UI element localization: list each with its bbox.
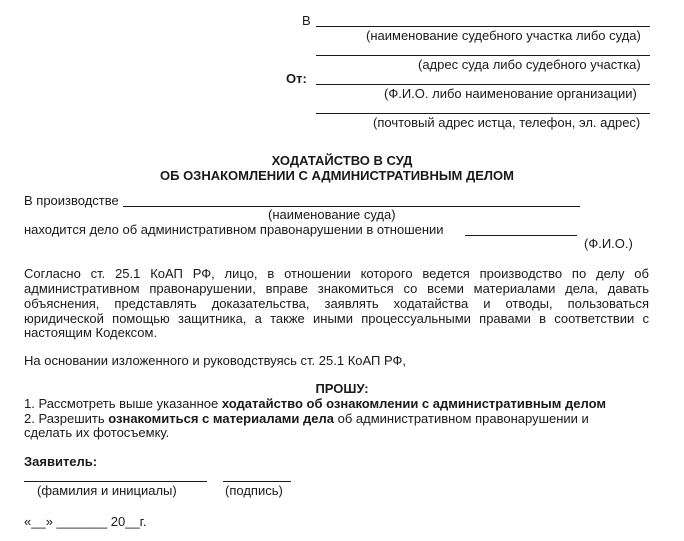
para-line-4: юридической помощью защитника, а также иными процессуальными правами в соответствии с [24, 311, 649, 326]
request-item-1-bold: ходатайство об ознакомлении с административным делом [221, 396, 606, 411]
applicant-label: Заявитель: [24, 454, 98, 469]
applicant-contact-line[interactable] [316, 113, 650, 114]
date-line: «__» _______ 20__г. [24, 514, 147, 529]
basis-text: На основании изложенного и руководствуясь ст. 25.1 КоАП РФ, [24, 353, 406, 368]
title-line-2: ОБ ОЗНАКОМЛЕНИИ С АДМИНИСТРАТИВНЫМ ДЕЛОМ [160, 168, 514, 183]
request-item-2-bold: ознакомиться с материалами дела [108, 411, 335, 426]
court-name-line[interactable] [316, 26, 650, 27]
court-hint: (наименование судебного участка либо суда) [366, 28, 641, 43]
in-proceedings-label: В производстве [24, 193, 119, 208]
request-heading: ПРОШУ: [315, 381, 369, 396]
address-hint: (адрес суда либо судебного участка) [418, 57, 641, 72]
contact-hint: (почтовый адрес истца, телефон, эл. адрес) [373, 115, 641, 130]
para-last-line: настоящим Кодексом. [24, 325, 158, 340]
request-item-1 [24, 396, 606, 411]
from-label: От: [286, 71, 307, 86]
fio-hint: (Ф.И.О.) [584, 236, 633, 251]
name-hint: (Ф.И.О. либо наименование организации) [384, 86, 637, 101]
request-item-2 [24, 411, 589, 426]
signature-line[interactable] [223, 481, 291, 482]
court-address-line[interactable] [316, 55, 650, 56]
signature-hint: (подпись) [225, 483, 283, 498]
applicant-name-line[interactable] [316, 84, 650, 85]
surname-hint: (фамилия и инициалы) [37, 483, 177, 498]
court-name-hint: (наименование суда) [268, 207, 396, 222]
case-text: находится дело об административном правонарушении в отношении [24, 222, 444, 237]
para-line-3: объяснения, представлять доказательства, заявлять ходатайства и отводы, пользоваться [24, 296, 649, 311]
request-item-2-suffix: об административном правонарушении и [334, 411, 589, 426]
applicant-name-sign-line[interactable] [24, 481, 207, 482]
title-line-1: ХОДАТАЙСТВО В СУД [271, 153, 413, 168]
to-label: В [302, 13, 311, 28]
para-line-1: Согласно ст. 25.1 КоАП РФ, лицо, в отношении которого ведется производство по делу об [24, 266, 649, 281]
request-item-2-prefix: 2. Разрешить [24, 411, 109, 426]
request-item-2-line-2: сделать их фотосъемку. [24, 425, 170, 440]
para-line-2: административном правонарушении, вправе знакомиться со всеми материалами дела, давать [24, 281, 649, 296]
request-item-1-prefix: 1. Рассмотреть выше указанное [24, 396, 222, 411]
person-fio-field[interactable] [465, 235, 577, 236]
